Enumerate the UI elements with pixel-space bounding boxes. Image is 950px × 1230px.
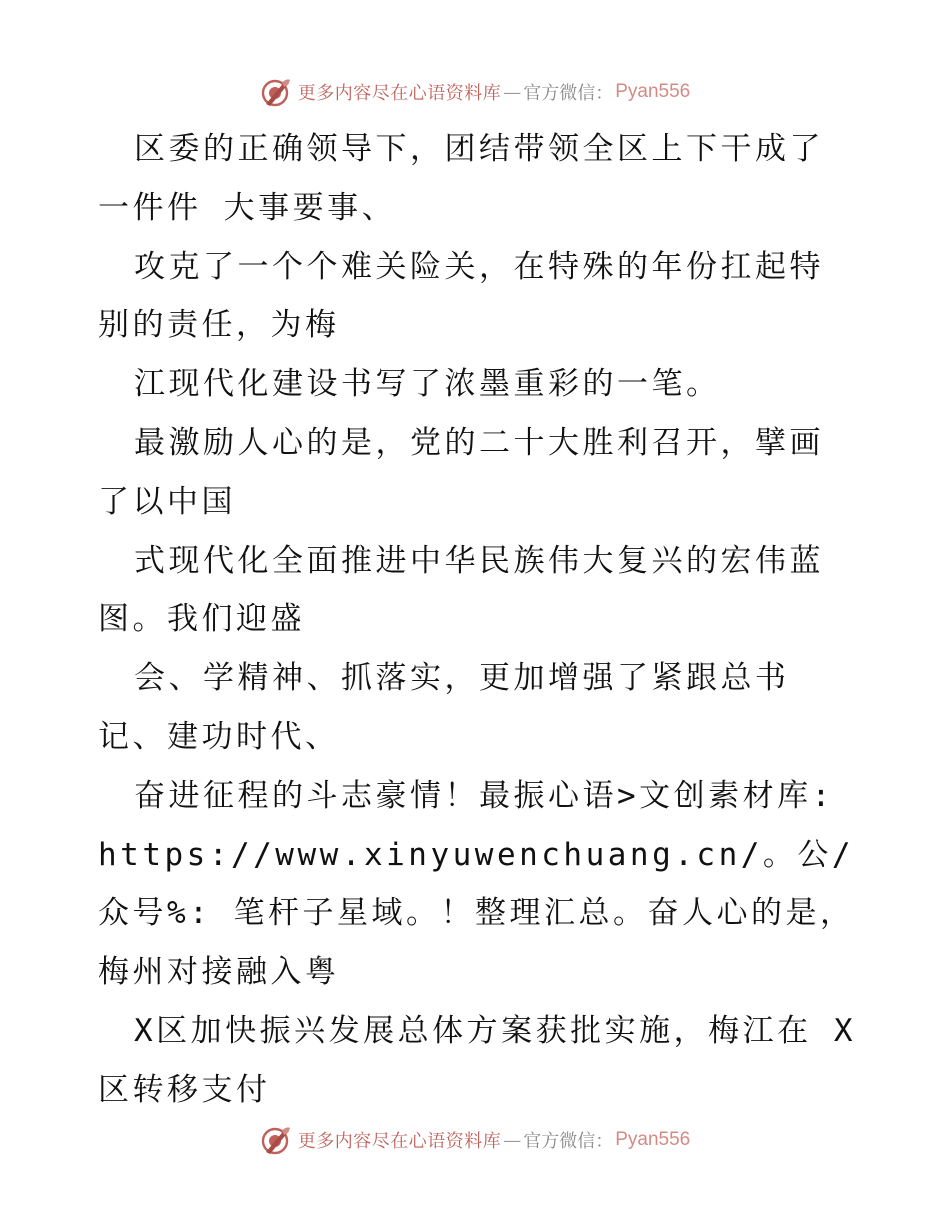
- footer-contact-id: Pyan556: [615, 1129, 691, 1150]
- body-paragraph: 攻克了一个个难关险关，在特殊的年份扛起特别的责任，为梅: [98, 248, 824, 344]
- quill-pen-logo-icon: [260, 1124, 292, 1156]
- header-wechat-label: 官方微信：: [523, 83, 614, 104]
- footer-brand-text: 更多内容尽在心语资料库: [297, 1131, 502, 1152]
- footer-watermark-banner: [0, 1120, 950, 1160]
- body-paragraph: 最激励人心的是，党的二十大胜利召开，擘画了以中国: [98, 424, 824, 520]
- footer-wechat-label: 官方微信：: [523, 1131, 614, 1152]
- body-paragraph: 式现代化全面推进中华民族伟大复兴的宏伟蓝图。我们迎盛: [98, 542, 824, 638]
- body-paragraph: X区加快振兴发展总体方案获批实施，梅江在 X区转移支付: [98, 1012, 856, 1108]
- body-paragraph: 江现代化建设书写了浓墨重彩的一笔。: [134, 366, 721, 403]
- body-paragraph: 会、学精神、抓落实，更加增强了紧跟总书记、建功时代、: [98, 660, 790, 755]
- body-paragraph: 奋进征程的斗志豪情！最振心语>文创素材库: https://www.xinyuwenchuang.cn/。公/众号%: 笔杆子星域。！整理汇总。奋人心的是，梅州对接融入粤: [98, 777, 855, 991]
- body-paragraph: 区委的正确领导下，团结带领全区上下干成了一件件 大事要事、: [98, 131, 824, 226]
- header-dash: —: [503, 81, 522, 103]
- header-brand-text: 更多内容尽在心语资料库: [297, 83, 502, 104]
- header-contact-id: Pyan556: [615, 81, 691, 102]
- header-watermark-banner: [0, 72, 950, 112]
- footer-dash: —: [503, 1129, 522, 1151]
- quill-pen-logo-icon: [260, 76, 292, 108]
- document-body: [98, 120, 858, 1120]
